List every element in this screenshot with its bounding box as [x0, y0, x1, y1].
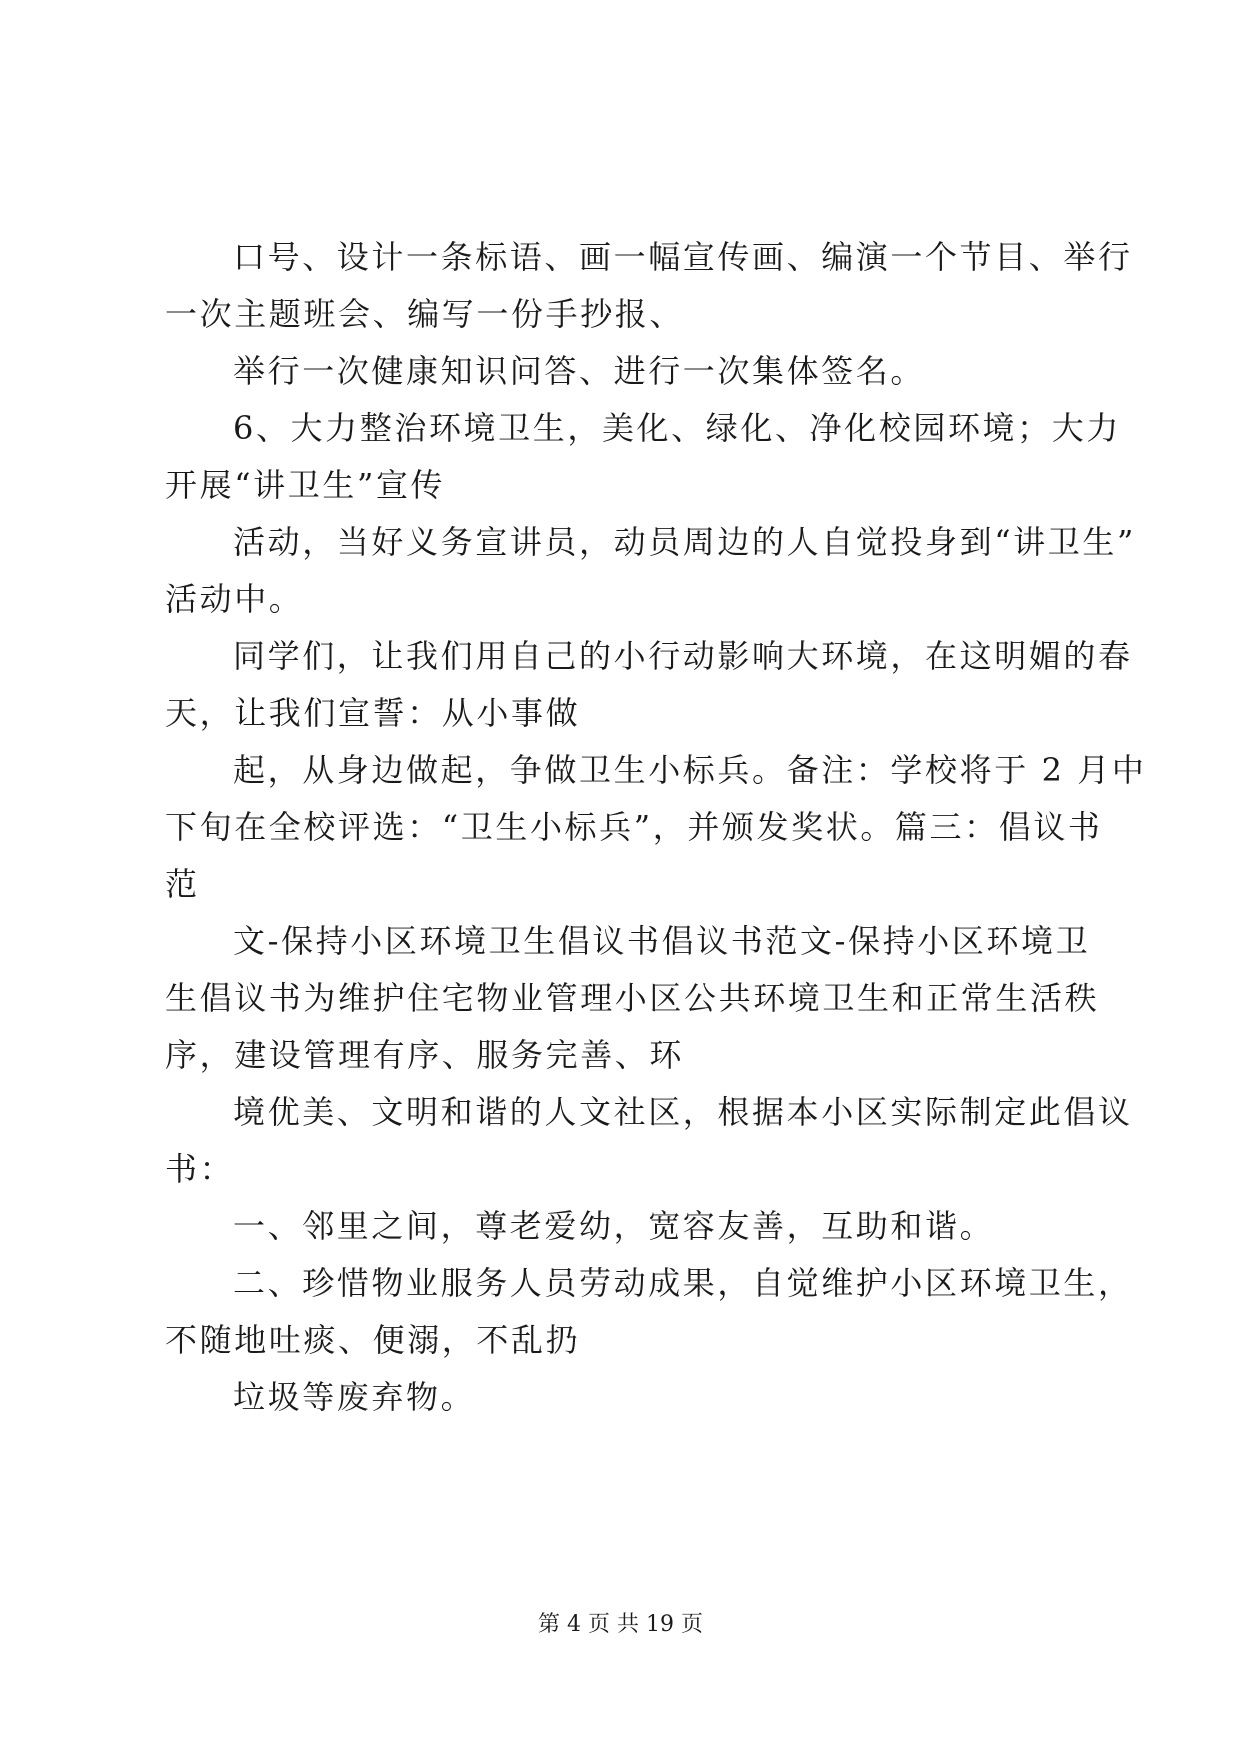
text-line: 一次主题班会、编写一份手抄报、 [165, 295, 685, 333]
text-line: 活动中。 [165, 580, 304, 618]
text-line: 口号、设计一条标语、画一幅宣传画、编演一个节目、举行 [233, 238, 1133, 276]
text-line: 境优美、文明和谐的人文社区，根据本小区实际制定此倡议 [233, 1093, 1133, 1131]
body-text [165, 229, 1147, 1426]
text-line: 不随地吐痰、便溺，不乱扔 [165, 1321, 581, 1359]
text-line: 二、珍惜物业服务人员劳动成果，自觉维护小区环境卫生， [233, 1264, 1133, 1302]
text-line: 天，让我们宣誓：从小事做 [165, 694, 581, 732]
text-line: 举行一次健康知识问答、进行一次集体签名。 [233, 352, 926, 390]
text-line: 一、邻里之间，尊老爱幼，宽容友善，互助和谐。 [233, 1207, 995, 1245]
text-line: 书： [165, 1150, 235, 1188]
text-line: 垃圾等废弃物。 [233, 1378, 476, 1416]
text-line: 6、大力整治环境卫生，美化、绿化、净化校园环境；大力 [233, 409, 1121, 447]
text-line: 活动，当好义务宣讲员，动员周边的人自觉投身到“讲卫生” [233, 523, 1136, 561]
text-line: 开展“讲卫生”宣传 [165, 466, 446, 504]
text-line: 同学们，让我们用自己的小行动影响大环境，在这明媚的春 [233, 637, 1133, 675]
text-line: 文-保持小区环境卫生倡议书倡议书范文-保持小区环境卫 [233, 922, 1091, 960]
page-footer: 第 4 页 共 19 页 [538, 1612, 703, 1637]
text-line: 生倡议书为维护住宅物业管理小区公共环境卫生和正常生活秩 [165, 979, 1100, 1017]
text-line: 起，从身边做起，争做卫生小标兵。备注：学校将于 2 月中 [233, 751, 1147, 789]
text-line: 序，建设管理有序、服务完善、环 [165, 1036, 685, 1074]
text-line: 范 [165, 865, 200, 903]
text-line: 下旬在全校评选：“卫生小标兵”，并颁发奖状。篇三：倡议书 [165, 808, 1103, 846]
